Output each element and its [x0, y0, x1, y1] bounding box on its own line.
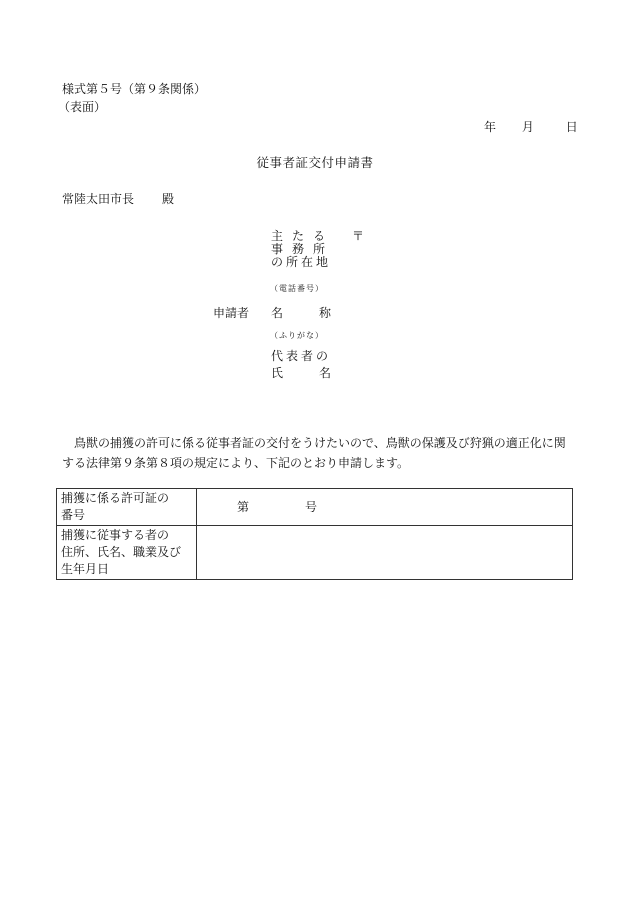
worker-info-header-line2: 住所、氏名、職業及び: [61, 545, 182, 559]
office-label-line2: 事務所: [271, 242, 335, 256]
worker-info-header-line3: 生年月日: [61, 562, 110, 576]
permit-number-suffix: 号: [305, 500, 318, 514]
application-table: [56, 488, 573, 580]
document-title: 従事者証交付申請書: [256, 155, 374, 170]
permit-number-field[interactable]: [197, 489, 573, 526]
permit-number-header-line1: 捕獲に係る許可証の: [61, 491, 170, 505]
permit-number-header: [57, 489, 197, 526]
date-year-label: 年: [484, 120, 497, 134]
table-row: [57, 526, 573, 580]
permit-number-header-line2: 番号: [61, 508, 86, 522]
date-day-label: 日: [565, 120, 578, 134]
addressee-name: 常陸太田市長: [62, 192, 135, 206]
date-month-label: 月: [521, 120, 534, 134]
representative-label-line1: 代表者の: [271, 349, 332, 363]
application-statement: 鳥獣の捕獲の許可に係る従事者証の交付をうけたいので、鳥獣の保護及び狩猟の適正化に関する法律第９条第８項の規定により、下記のとおり申請します。: [62, 436, 566, 470]
table-row: [57, 489, 573, 526]
postal-mark: 〒: [352, 229, 365, 243]
form-number: 様式第５号（第９条関係）: [62, 82, 207, 96]
worker-info-header: [57, 526, 197, 580]
office-label-line3: の所在地: [271, 255, 332, 269]
date-line: [484, 118, 578, 135]
furigana-label: （ふりがな）: [270, 331, 324, 340]
addressee: [62, 190, 174, 207]
name-label: 名称: [271, 306, 368, 320]
office-label-line1: 主たる: [271, 229, 335, 243]
phone-label: （電話番号）: [270, 284, 324, 293]
applicant-label: 申請者: [213, 306, 250, 320]
representative-label-line2: 氏名: [271, 366, 368, 380]
permit-number-prefix: 第: [237, 500, 250, 514]
worker-info-header-line1: 捕獲に従事する者の: [61, 528, 170, 542]
addressee-honorific: 殿: [162, 192, 175, 206]
face-label: （表面）: [58, 100, 107, 114]
worker-info-field[interactable]: [197, 526, 573, 580]
